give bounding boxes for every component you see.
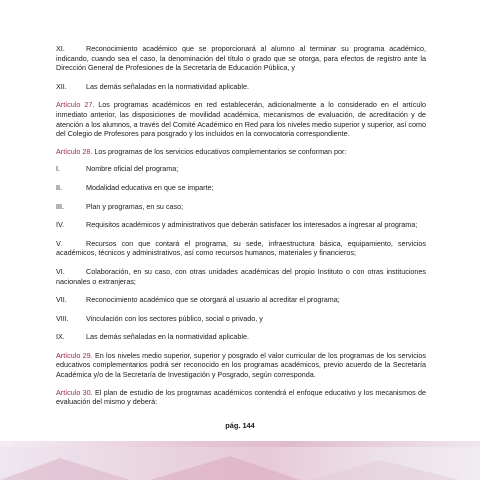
item-text: Recursos con que contará el programa, su sede, infraestructura básica, equipamiento, servicios académicos, técnicos y administrativos, así como recursos humanos, materiales y financieros; [56,238,426,258]
item-number: XI. [56,44,65,53]
article-text: Los programas académicos en red establecerán, adicionalmente a lo considerado en el artículo inmediato anterior, las disposiciones de movilidad académica, mecanismos de evaluación, de acreditación y de atención a los alumnos, a través del Comité Académico en Red para los niveles medio superior y superior, así como del Colegio de Profesores para posgrado y los incluidos en la convocatoria correspondiente. [56,100,426,139]
item-number: III. [56,201,64,211]
list-item [56,295,426,305]
item-number: XII. [56,81,67,91]
article-text: Los programas de los servicios educativos complementarios se conforman por: [92,146,347,156]
article-label: Artículo 28. [56,146,93,156]
item-text: Nombre oficial del programa; [86,164,179,174]
list-item [56,239,426,258]
articulo-27 [56,100,426,138]
fraccion-xi [56,44,426,73]
item-number: VIII. [56,313,69,323]
list-item [56,220,426,230]
fraccion-xii [56,82,426,92]
document-body [56,44,426,415]
item-number: V. [56,238,63,248]
list-item [56,267,426,286]
articulo-28-list [56,164,426,342]
item-text: Requisitos académicos y administrativos que deberán satisfacer los interesados a ingresar al programa; [86,220,418,230]
article-text: El plan de estudio de los programas académicos contendrá el enfoque educativo y los mecanismos de evaluación del mismo y deberá: [56,387,427,407]
list-item [56,164,426,174]
article-label: Artículo 29. [56,350,93,360]
list-item [56,183,426,193]
item-text: Vinculación con los sectores público, social o privado, y [86,313,263,323]
item-number: VI. [56,266,65,276]
item-text: Las demás señaladas en la normatividad aplicable. [86,81,250,91]
item-text: Reconocimiento académico que se otorgará al usuario al acreditar el programa; [86,295,340,305]
item-text: Colaboración, en su caso, con otras unidades académicas del propio Instituto o con otras instituciones nacionales o extranjeras; [56,266,426,286]
footer-decorative-shapes [0,452,480,480]
item-text: Plan y programas, en su caso; [86,201,184,211]
list-item [56,202,426,212]
item-text: Reconocimiento académico que se proporcionará al alumno al terminar su programa académico, indicando, cuando sea el caso, la denominación del título o grado que se otorga, para efectos de registro ante la Dirección General de Profesiones de la Secretaría de Educación Pública, y [56,44,426,73]
articulo-30 [56,388,426,407]
item-text: Modalidad educativa en que se imparte; [86,182,214,192]
item-text: Las demás señaladas en la normatividad aplicable. [86,332,250,342]
articulo-29 [56,351,426,380]
item-number: I. [56,164,60,174]
item-number: II. [56,182,62,192]
article-label: Artículo 30. [56,387,93,397]
page-number: pág. 144 [225,421,255,430]
item-number: IX. [56,332,65,342]
articulo-28 [56,147,426,157]
list-item [56,314,426,324]
item-number: VII. [56,295,67,305]
article-text: En los niveles medio superior, superior y posgrado el valor curricular de los programas de los servicios educativos complementarios podrá ser reconocido en los programas académicos, previo acuerdo de la Secretaría Académica y/o de la Secretaría de Investigación y Posgrado, según corresponda. [56,350,426,380]
list-item [56,332,426,342]
article-label: Artículo 27. [56,100,95,110]
footer-decorative-stripe [0,441,480,447]
item-number: IV. [56,220,65,230]
